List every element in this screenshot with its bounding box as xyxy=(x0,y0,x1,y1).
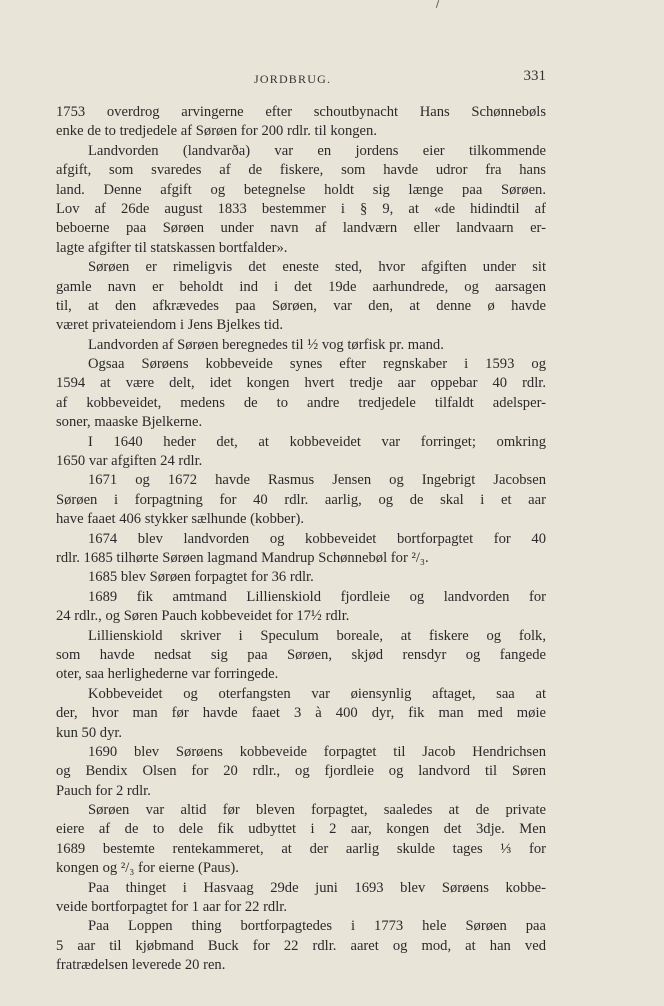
text-line: Paa thinget i Hasvaag 29de juni 1693 blev Sørøens kobbe- xyxy=(88,879,546,896)
text-line: Paa Loppen thing bortforpagtedes i 1773 hele Sørøen paa xyxy=(88,918,546,935)
text-line: oter, saa herlighederne var forringede. xyxy=(56,666,279,683)
text-line: I 1640 heder det, at kobbeveidet var forringet; omkring xyxy=(88,433,546,450)
text-line: Landvorden af Sørøen beregnedes til ½ vog tørfisk pr. mand. xyxy=(88,336,444,353)
text-line: 1671 og 1672 havde Rasmus Jensen og Ingebrigt Jacobsen xyxy=(88,472,546,489)
scan-mark xyxy=(436,0,439,8)
text-line: der, hvor man før havde faaet 3 à 400 dyr, fik man med møie xyxy=(56,705,546,722)
text-line: land. Denne afgift og betegnelse holdt sig længe paa Sørøen. xyxy=(56,181,546,198)
text-line: 1674 blev landvorden og kobbeveidet bortforpagtet for 40 xyxy=(88,530,546,547)
page-header xyxy=(56,64,546,90)
text-line: lagte afgifter til statskassen bortfalder». xyxy=(56,239,288,256)
text-line: 1685 blev Sørøen forpagtet for 36 rdlr. xyxy=(88,569,314,586)
text-line: kun 50 dyr. xyxy=(56,724,123,741)
text-line: Lillienskiold skriver i Speculum boreale, at fiskere og folk, xyxy=(88,627,546,644)
text-line: Sørøen i forpagtning for 40 rdlr. aarlig, og de skal i et aar xyxy=(56,491,546,508)
text-line: soner, maaske Bjelkerne. xyxy=(56,414,203,431)
text-line: til, at den afkrævedes paa Sørøen, var den, at denne ø havde xyxy=(56,297,546,314)
text-line: rdlr. 1685 tilhørte Sørøen lagmand Mandrup Schønnebøl for ²/₃. xyxy=(56,549,429,566)
text-line: have faaet 406 stykker sælhunde (kobber). xyxy=(56,511,305,528)
text-line: som havde nedsat sig paa Sørøen, skjød rensdyr og fangede xyxy=(56,646,546,663)
running-head: JORDBRUG. xyxy=(254,72,332,86)
text-line: kongen og ²/₃ for eierne (Paus). xyxy=(56,860,239,877)
text-line: afgift, som svaredes af de fiskere, som havde udror fra hans xyxy=(56,162,546,179)
text-line: enke de to tredjedele af Sørøen for 200 rdlr. til kongen. xyxy=(56,123,377,140)
text-line: Sørøen var altid før bleven forpagtet, saaledes at de private xyxy=(88,802,546,819)
text-line: Landvorden (landvarða) var en jordens eier tilkommende xyxy=(88,142,546,159)
text-line: 1689 fik amtmand Lillienskiold fjordleie og landvorden for xyxy=(88,588,546,605)
text-line: været privateiendom i Jens Bjelkes tid. xyxy=(56,317,283,334)
text-line: 1594 at være delt, idet kongen hvert tredje aar oppebar 40 rdlr. xyxy=(56,375,546,392)
text-line: af kobbeveidet, medens de to andre tredjedele tilfaldt adelsper- xyxy=(56,394,546,411)
text-line: Lov af 26de august 1833 bestemmer i § 9, at «de hidindtil af xyxy=(56,200,546,217)
text-line: 24 rdlr., og Søren Pauch kobbeveidet for 17½ rdlr. xyxy=(56,608,350,625)
text-line: Sørøen er rimeligvis det eneste sted, hvor afgiften under sit xyxy=(88,259,546,276)
text-line: og Bendix Olsen for 20 rdlr., og fjordleie og landvord til Søren xyxy=(56,763,546,780)
text-line: 1753 overdrog arvingerne efter schoutbynacht Hans Schønnebøls xyxy=(56,104,546,120)
text-line: 1690 blev Sørøens kobbeveide forpagtet til Jacob Hendrichsen xyxy=(88,743,546,760)
text-line: 1689 bestemte rentekammeret, at der aarlig skulde tages ⅓ for xyxy=(56,840,546,857)
text-line: 5 aar til kjøbmand Buck for 22 rdlr. aaret og mod, at han ved xyxy=(56,937,546,954)
text-line: gamle navn er beholdt ind i det 19de aarhundrede, og aarsagen xyxy=(56,278,546,295)
text-line: 1650 var afgiften 24 rdlr. xyxy=(56,453,203,470)
text-line: fratrædelsen leverede 20 ren. xyxy=(56,957,226,974)
page-body xyxy=(56,103,546,976)
text-line: eiere af de to dele fik udbyttet i 2 aar, kongen det 3dje. Men xyxy=(56,821,546,838)
page-number: 331 xyxy=(523,68,546,84)
text-line: veide bortforpagtet for 1 aar for 22 rdlr. xyxy=(56,899,287,916)
text-line: Ogsaa Sørøens kobbeveide synes efter regnskaber i 1593 og xyxy=(88,356,546,373)
text-line: beboerne paa Sørøen under navn af landværn eller landvaarn er- xyxy=(56,220,546,237)
text-line: Kobbeveidet og oterfangsten var øiensynlig aftaget, saa at xyxy=(88,685,546,702)
text-line: Pauch for 2 rdlr. xyxy=(56,782,151,799)
